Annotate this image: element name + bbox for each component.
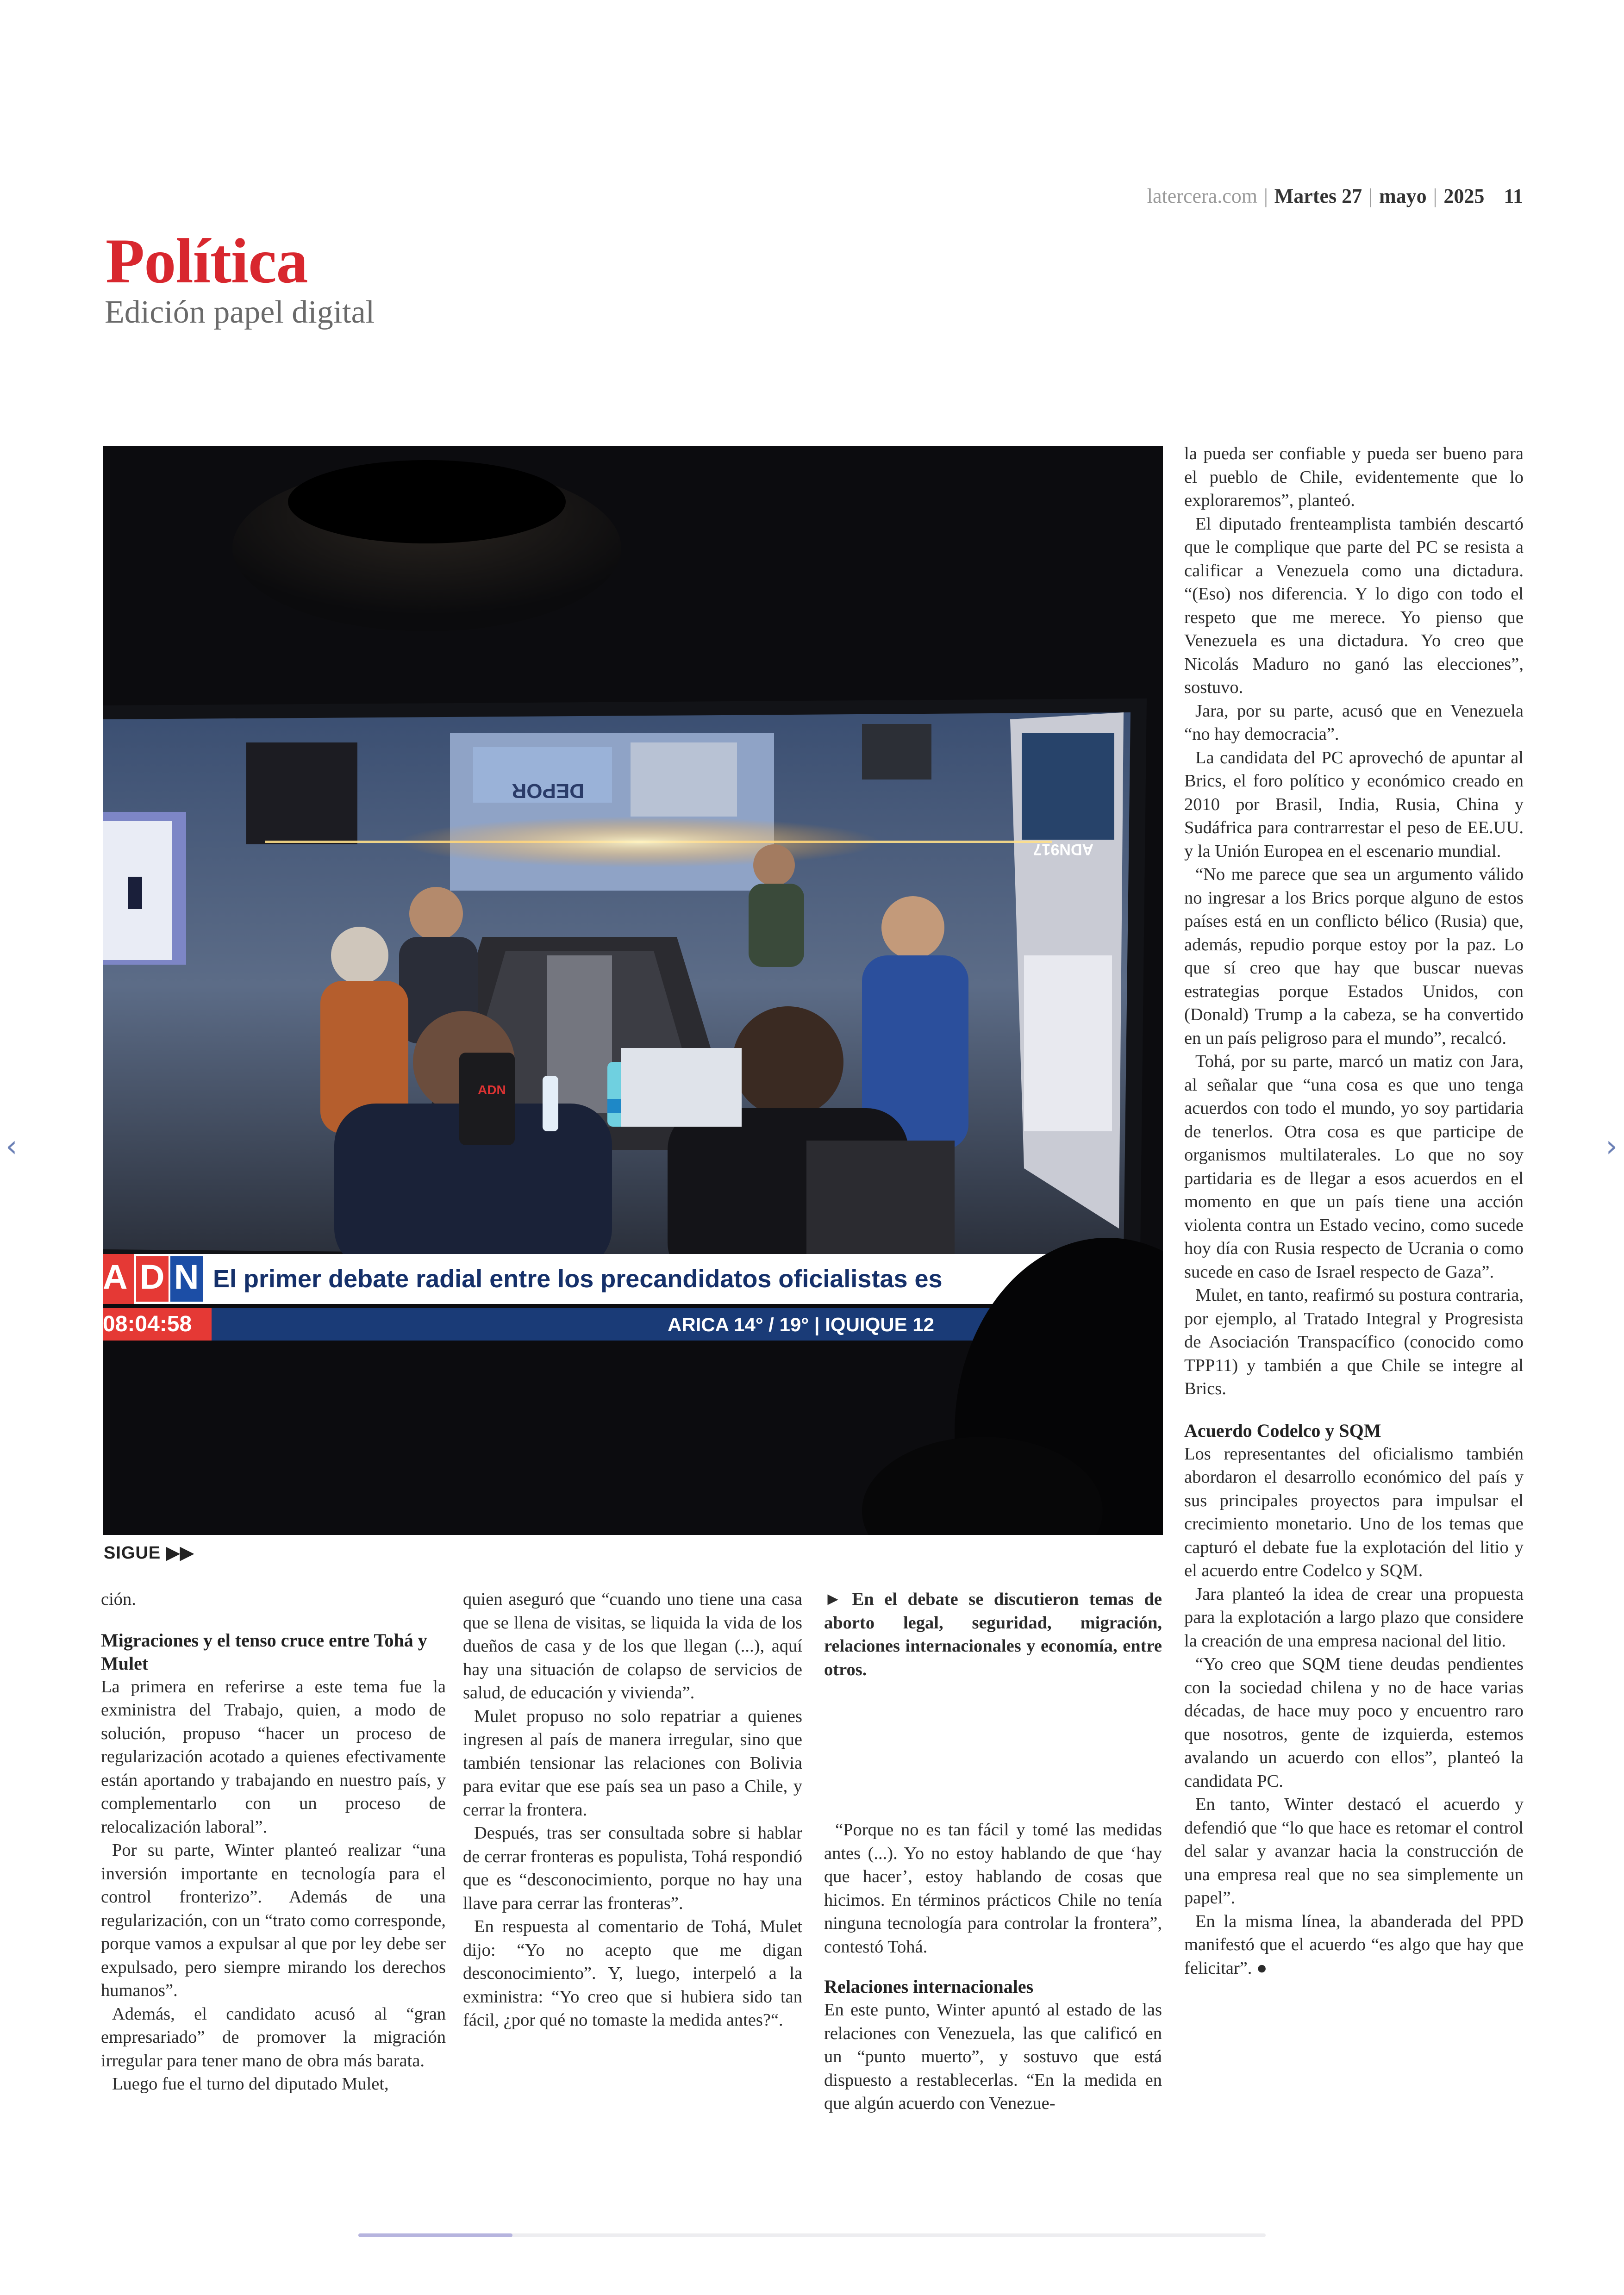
- dateline: latercera.com | Martes 27 | mayo | 2025 11: [1147, 185, 1523, 207]
- column-4: [1184, 442, 1524, 1980]
- section-title: Política: [106, 225, 308, 296]
- column-3: [824, 1588, 1162, 1681]
- continues-marker: SIGUE ▶▶: [104, 1543, 194, 1563]
- paragraph-final-text: En la misma línea, la abanderada del PPD manifestó que el acuerdo “es algo que hay que felicitar”.: [1184, 1911, 1524, 1978]
- debate-photo: [103, 446, 1163, 1535]
- subhead-codelco-sqm: Acuerdo Codelco y SQM: [1184, 1420, 1381, 1441]
- paragraph-final: [1184, 1910, 1524, 1980]
- adn-logo-a: A: [103, 1258, 128, 1296]
- date-year: 2025: [1443, 185, 1485, 207]
- column-3-body: [824, 1818, 1162, 2115]
- paragraph: “Porque no es tan fácil y tomé las medidas antes (...). Yo no estoy hablando de que ‘hay que hacer’, estoy hablando de cosas que hicimos. En términos prácticos Chile no tenía ninguna tecnología para controlar la frontera”, contestó Tohá.: [824, 1820, 1162, 1957]
- ticker-weather: ARICA 14° / 19° | IQUIQUE 12: [668, 1314, 934, 1335]
- paragraph: Mulet, en tanto, reafirmó su postura contraria, por ejemplo, al Tratado Integral y Progresista de Asociación Transpacífico (conocido como TPP11) y también a que Chile se integre al Brics.: [1184, 1285, 1524, 1398]
- ticker-clock: 08:04:58: [103, 1312, 192, 1336]
- column-1: [101, 1588, 446, 2096]
- studio-badge: ADN917: [1033, 841, 1093, 858]
- site-name: latercera.com: [1147, 185, 1257, 207]
- callout-box: ► En el debate se discutieron temas de aborto legal, seguridad, migración, relaciones internacionales y economía, entre otros.: [824, 1590, 1162, 1679]
- adn-logo-d: D: [140, 1258, 165, 1296]
- date-month: mayo: [1379, 185, 1427, 207]
- paragraph: En este punto, Winter apuntó al estado de las relaciones con Venezuela, las que calificó en un “punto muerto”, y sostuvo que está dispuesto a restablecerlas. “En la medida en que algún acuerdo con Venezue-: [824, 2000, 1162, 2113]
- paragraph: La candidata del PC aprovechó de apuntar al Brics, el foro político y económico creado en 2010 por Brasil, India, Rusia, China y Sudáfrica para contrarrestar el peso de EE.UU. y la Unión Europea en el escenario mundial.: [1184, 748, 1524, 861]
- reading-progress-fill: [358, 2233, 512, 2237]
- subhead-relaciones: Relaciones internacionales: [824, 1976, 1034, 1997]
- edition-subtitle: Edición papel digital: [105, 294, 375, 330]
- prev-page-arrow-icon[interactable]: ‹: [6, 1129, 18, 1164]
- paragraph: Además, el candidato acusó al “gran empresariado” de promover la migración irregular para tener mano de obra más barata.: [101, 2004, 446, 2070]
- column-1-lead: ción.: [101, 1590, 136, 1609]
- paragraph: quien aseguró que “cuando uno tiene una casa que se llena de visitas, se liquida la vida de los dueños de casa y de los que llegan (...), aquí hay una situación de colapso de servicios de salud, de educación y vivienda”.: [463, 1590, 802, 1703]
- paragraph: La primera en referirse a este tema fue la exministra del Trabajo, quien, a modo de solución, propuso “hacer un proceso de regularización acotado a quienes efectivamente están aportando y trabajando en nuestro país, y complementarlo con un proceso de relocalización laboral”.: [101, 1677, 446, 1837]
- paragraph: Jara, por su parte, acusó que en Venezuela “no hay democracia”.: [1184, 701, 1524, 744]
- studio-sign: DEPOR: [512, 780, 584, 802]
- mic-label: ADN: [478, 1083, 506, 1097]
- paragraph: En tanto, Winter destacó el acuerdo y defendió que “lo que hace es retomar el control del salar y avanzar hacia la construcción de una empresa real que no sea simplemente un papel”.: [1184, 1795, 1524, 1908]
- column-2: [463, 1588, 802, 2032]
- end-mark-icon: ●: [1256, 1958, 1268, 1978]
- page-number: 11: [1504, 185, 1523, 207]
- next-page-arrow-icon[interactable]: ›: [1605, 1129, 1618, 1164]
- paragraph: Jara planteó la idea de crear una propuesta para la explotación a largo plazo que considere la creación de una empresa nacional del litio.: [1184, 1584, 1524, 1651]
- paragraph: la pueda ser confiable y pueda ser bueno para el pueblo de Chile, evidentemente que lo exploraremos”, planteó.: [1184, 444, 1524, 510]
- paragraph: Tohá, por su parte, marcó un matiz con Jara, al señalar que “una cosa es que uno tenga acuerdos con todo el mundo, yo soy partidaria de tenerlos. Otra cosa es que participe de organismos multilaterales. Lo que no soy partidaria es de llegar a esos acuerdos en el momento en que un país tiene una acción violenta contra un Estado vecino, como sucede hoy día con Rusia respecto de Ucrania o como sucede en caso de Israel respecto de Gaza”.: [1184, 1052, 1524, 1282]
- paragraph: “Yo creo que SQM tiene deudas pendientes con la sociedad chilena y no de hace varias décadas, de hace muy poco y encuentro raro que nosotros, gente de izquierda, estemos avalando un acuerdo con ellos”, planteó la candidata PC.: [1184, 1654, 1524, 1791]
- paragraph: Mulet propuso no solo repatriar a quienes ingresen al país de manera irregular, sino que también tensionar las relaciones con Bolivia para evitar que ese país sea un paso a Chile, y cerrar la frontera.: [463, 1706, 802, 1820]
- ticker-headline: El primer debate radial entre los precandidatos oficialistas es: [213, 1265, 943, 1293]
- adn-logo-n: N: [174, 1258, 199, 1296]
- paragraph: “No me parece que sea un argumento válido no ingresar a los Brics porque alguno de estos países está en un conflicto bélico (Rusia) que, además, repudio porque estoy por la paz. Lo que sí creo que hay que buscar nuevas estrategias porque Estados Unidos, con (Donald) Trump a la cabeza, se ha convertido en un país peligroso para el mundo”, recalcó.: [1184, 865, 1524, 1048]
- paragraph: Después, tras ser consultada sobre si hablar de cerrar fronteras es populista, Tohá respondió que es “desconocimiento, porque no hay una llave para cerrar las fronteras”.: [463, 1823, 802, 1913]
- paragraph: En respuesta al comentario de Tohá, Mulet dijo: “Yo no acepto que me digan desconocimiento”. Y, luego, interpeló a la exministra: “Yo creo que si hubiera sido tan fácil, ¿por qué no tomaste la medida antes?“.: [463, 1917, 802, 2030]
- subhead-migraciones: Migraciones y el tenso cruce entre Tohá y Mulet: [101, 1629, 427, 1674]
- paragraph: Luego fue el turno del diputado Mulet,: [112, 2074, 389, 2094]
- paragraph: El diputado frenteamplista también descartó que le complique que parte del PC se resista a calificar a Venezuela como una dictadura. “(Eso) nos diferencia. Y lo digo con todo el respeto que me merece. Yo pienso que Venezuela es una dictadura. Yo creo que Nicolás Maduro no ganó las elecciones”, sostuvo.: [1184, 514, 1524, 697]
- paragraph: Por su parte, Winter planteó realizar “una inversión importante en tecnología para el control fronterizo”. Además de una regularización, con un “trato como corresponde, porque vamos a expulsar al que por ley debe ser expulsado, pero siempre mirando los derechos humanos”.: [101, 1840, 446, 2000]
- paragraph: Los representantes del oficialismo también abordaron el desarrollo económico del país y sus principales proyectos para impulsar el crecimiento monetario. Uno de los temas que capturó el debate fue la explotación del litio y el acuerdo entre Codelco y SQM.: [1184, 1444, 1524, 1580]
- date-day: Martes 27: [1274, 185, 1362, 207]
